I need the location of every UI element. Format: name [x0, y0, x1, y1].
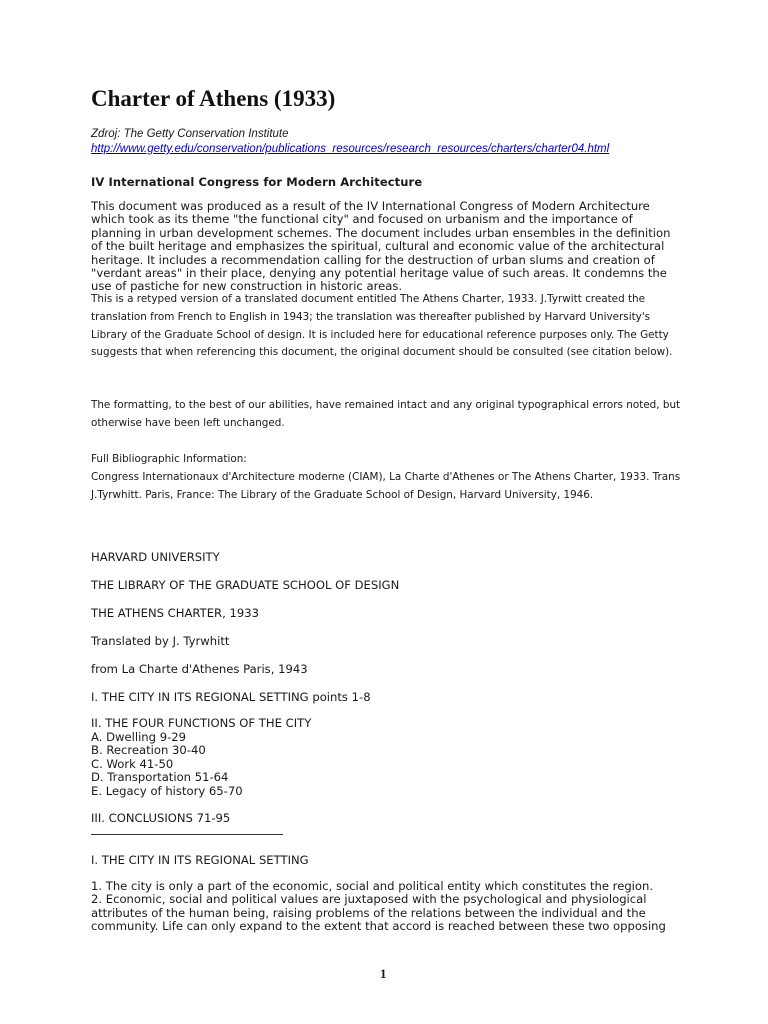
- origin-line: from La Charte d'Athenes Paris, 1943: [91, 662, 308, 676]
- point-1: 1. The city is only a part of the economic, social and political entity which constitutes the region.: [91, 879, 654, 893]
- source-prefix: Zdroj: [91, 128, 118, 140]
- bibliographic-label: Full Bibliographic Information:: [91, 453, 247, 465]
- toc-item: A. Dwelling 9-29: [91, 729, 187, 744]
- toc-item: B. Recreation 30-40: [91, 743, 206, 757]
- retyped-note: This is a retyped version of a translated document entitled The Athens Charter, 1933. J.Tyrwitt created the translation from French to English in 1943; the translation was thereafter published by Harvard University's Library of the Graduate School of design. It is included here for educational reference purposes only. The Getty suggests that when referencing this document, the original document should be consulted (see citation below).: [91, 293, 673, 359]
- formatting-note: The formatting, to the best of our abilities, have remained intact and any original typographical errors noted, but otherwise have been left unchanged.: [91, 399, 681, 429]
- congress-subheading: IV International Congress for Modern Architecture: [91, 175, 423, 189]
- section-heading: I. THE CITY IN ITS REGIONAL SETTING: [91, 853, 309, 867]
- toc-section-1: I. THE CITY IN ITS REGIONAL SETTING points 1-8: [91, 690, 371, 704]
- translator-line: Translated by J. Tyrwhitt: [91, 634, 230, 648]
- toc-item: E. Legacy of history 65-70: [91, 783, 243, 798]
- library-line: THE LIBRARY OF THE GRADUATE SCHOOL OF DESIGN: [91, 578, 400, 592]
- section-body: [91, 880, 666, 934]
- toc-item: C. Work 41-50: [91, 756, 174, 771]
- source-name: : The Getty Conservation Institute: [117, 128, 289, 140]
- bibliographic-text: Congress Internationaux d'Architecture moderne (CIAM), La Charte d'Athenes or The Athens Charter, 1933. Trans J.Tyrwhitt. Paris, France: The Library of the Graduate School of Design, Harvard University, 1946.: [91, 471, 681, 501]
- toc-section-2: II. THE FOUR FUNCTIONS OF THE CITY: [91, 716, 312, 730]
- toc-section-2-block: [91, 717, 311, 798]
- charter-line: THE ATHENS CHARTER, 1933: [91, 606, 259, 620]
- source-line: [91, 128, 289, 140]
- document-title: Charter of Athens (1933): [91, 86, 336, 111]
- university-line: HARVARD UNIVERSITY: [91, 550, 220, 564]
- page-number: 1: [380, 966, 387, 981]
- source-url-link[interactable]: http://www.getty.edu/conservation/publications_resources/research_resources/charters/charter04.html: [91, 143, 610, 155]
- toc-section-3: III. CONCLUSIONS 71-95: [91, 811, 231, 825]
- section-divider: [91, 834, 283, 835]
- toc-item: D. Transportation 51-64: [91, 770, 229, 784]
- point-2: 2. Economic, social and political values are juxtaposed with the psychological and physiological attributes of the human being, raising problems of the relations between the individual and the community. Life can only expand to the extent that accord is reached between these two opposing: [91, 892, 666, 934]
- intro-paragraph: This document was produced as a result of the IV International Congress of Modern Architecture which took as its theme "the functional city" and focused on urbanism and the importance of planning in urban development schemes. The document includes urban ensembles in the definition of the built heritage and emphasizes the spiritual, cultural and economic value of the architectural heritage. It includes a recommendation calling for the destruction of urban slums and creation of "verdant areas" in their place, denying any potential heritage value of such areas. It condemns the use of pastiche for new construction in historic areas.: [91, 199, 671, 294]
